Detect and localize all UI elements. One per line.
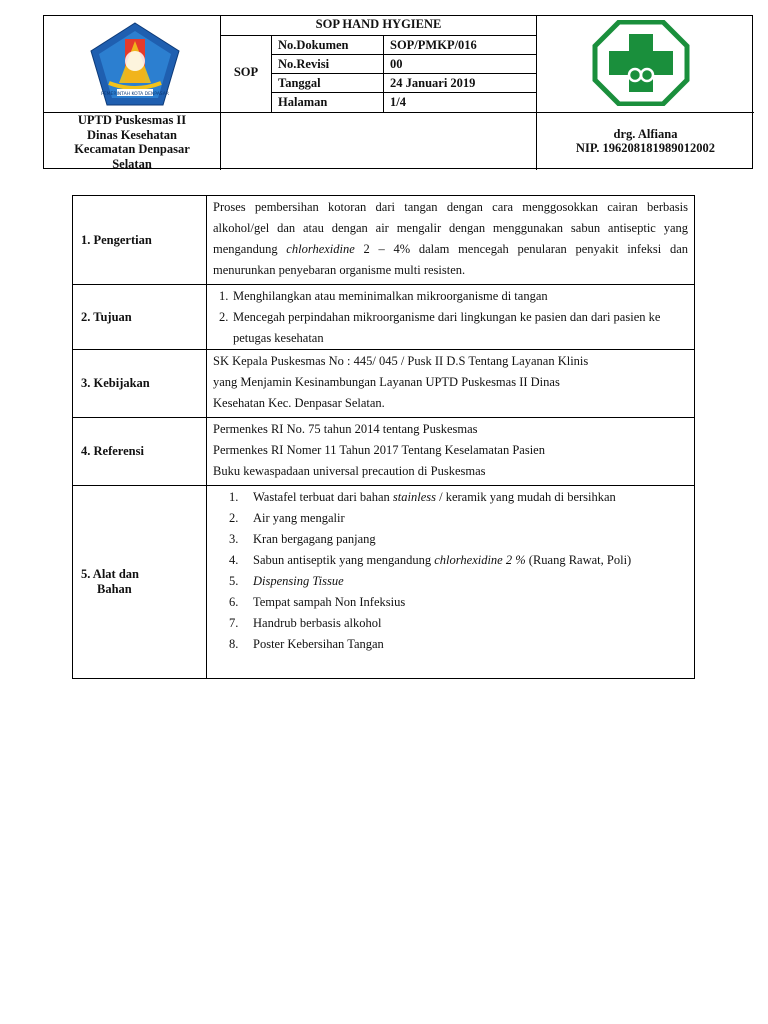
row-label [73, 486, 207, 679]
text-run: (Ruang Rawat, Poli) [525, 553, 632, 567]
list-item-text: Menghilangkan atau meminimalkan mikroorganisme di tangan [233, 289, 548, 303]
org-line: Kecamatan Denpasar [74, 142, 190, 156]
puskesmas-logo-icon [591, 20, 691, 106]
list-num: 1. [229, 490, 239, 504]
list-num: 5. [229, 574, 239, 588]
table-row [73, 196, 695, 285]
row-label: 4. Referensi [73, 418, 207, 486]
list-item [207, 550, 688, 571]
text-run: Proses pembersihan kotoran dari tangan dengan cara menggosokkan cairan berbasis alkohol/gel dan atau dengan air mengalir dengan menggunakan sabun antiseptic yang mengandung [213, 200, 688, 256]
text-line: Permenkes RI No. 75 tahun 2014 tentang Puskesmas [213, 422, 478, 436]
row-content [207, 350, 695, 418]
meta-value-halaman: 1/4 [390, 95, 406, 109]
document-header [43, 15, 753, 169]
table-row [73, 418, 695, 486]
text-run: Sabun antiseptik yang mengandung [253, 553, 435, 567]
org-line: Selatan [112, 156, 152, 171]
text-line: yang Menjamin Kesinambungan Layanan UPTD Puskesmas II Dinas [213, 375, 560, 389]
table-row [73, 285, 695, 350]
row-label: 3. Kebijakan [73, 350, 207, 418]
list-item [207, 487, 688, 508]
list-item [207, 571, 688, 592]
text-run: Air yang mengalir [253, 511, 345, 525]
text-run-italic: Dispensing Tissue [253, 574, 344, 588]
row-content [207, 196, 695, 285]
list-item [207, 508, 688, 529]
list-item-text: Mencegah perpindahan mikroorganisme dari lingkungan ke pasien dan dari pasien ke petugas kesehatan [233, 310, 661, 345]
list-item [207, 634, 688, 655]
tujuan-list [207, 285, 694, 349]
meta-value-dokumen: SOP/PMKP/016 [390, 38, 477, 52]
list-num: 7. [229, 616, 239, 630]
meta-label-tanggal: Tanggal [278, 76, 321, 90]
text-line: Buku kewaspadaan universal precaution di Puskesmas [213, 464, 486, 478]
list-item [207, 613, 688, 634]
row-content [207, 418, 695, 486]
list-item: 1. Menghilangkan atau meminimalkan mikroorganisme di tangan [219, 289, 548, 303]
meta-label-halaman: Halaman [278, 95, 328, 109]
sop-label: SOP [233, 65, 259, 79]
list-num: 8. [229, 637, 239, 651]
text-run: / keramik yang mudah di bersihkan [435, 490, 616, 504]
meta-label-revisi: No.Revisi [278, 57, 330, 71]
row-content [207, 285, 695, 350]
org-line: Dinas Kesehatan [87, 127, 177, 142]
text-run: Kran bergagang panjang [253, 532, 376, 546]
table-row [73, 350, 695, 418]
list-num: 6. [229, 595, 239, 609]
list-num: 4. [229, 553, 239, 567]
alat-list [207, 486, 694, 659]
meta-value-revisi: 00 [390, 57, 403, 71]
text-run: Wastafel terbuat dari bahan [253, 490, 393, 504]
row-label-line: Bahan [97, 582, 132, 596]
list-item: 2. Mencegah perpindahan mikroorganisme dari lingkungan ke pasien dan dari pasien ke petugas kesehatan [219, 310, 661, 345]
text-line: SK Kepala Puskesmas No : 445/ 045 / Pusk II D.S Tentang Layanan Klinis [213, 354, 589, 368]
row-label-line: 5. Alat dan [81, 567, 140, 581]
text-run-italic: stainless [392, 490, 436, 504]
pengertian-text [207, 196, 694, 284]
text-run: 2 – 4% dalam mencegah penularan penyakit infeksi dan menurunkan penyebaran organisme multi resisten. [213, 242, 688, 277]
list-num: 3. [229, 532, 239, 546]
row-label: 2. Tujuan [73, 285, 207, 350]
text-run-italic: chlorhexidine [286, 242, 355, 256]
text-run-italic: chlorhexidine 2 % [434, 553, 526, 567]
referensi-text [207, 418, 694, 485]
signer-nip: NIP. 196208181989012002 [575, 141, 716, 155]
organization-name [44, 113, 220, 171]
text-run: Handrub berbasis alkohol [253, 616, 382, 630]
text-run: Poster Kebersihan Tangan [253, 637, 384, 651]
emblem-caption: PEMERINTAH KOTA DENPASAR [101, 92, 169, 97]
text-line: Kesehatan Kec. Denpasar Selatan. [213, 396, 385, 410]
meta-value-tanggal: 24 Januari 2019 [390, 76, 476, 90]
table-row [73, 486, 695, 679]
list-item [207, 529, 688, 550]
kebijakan-text [207, 350, 694, 417]
meta-label-dokumen: No.Dokumen [278, 38, 349, 52]
kota-denpasar-emblem-icon [89, 21, 181, 107]
sop-content-table [72, 195, 695, 679]
row-label: 1. Pengertian [73, 196, 207, 285]
text-run: Tempat sampah Non Infeksius [253, 595, 406, 609]
row-content [207, 486, 695, 679]
text-line: Permenkes RI Nomer 11 Tahun 2017 Tentang Keselamatan Pasien [213, 443, 545, 457]
list-num: 2. [229, 511, 239, 525]
org-line: UPTD Puskesmas II [77, 113, 187, 127]
list-item [207, 592, 688, 613]
document-title: SOP HAND HYGIENE [315, 17, 442, 31]
signer-name: drg. Alfiana [613, 127, 678, 141]
